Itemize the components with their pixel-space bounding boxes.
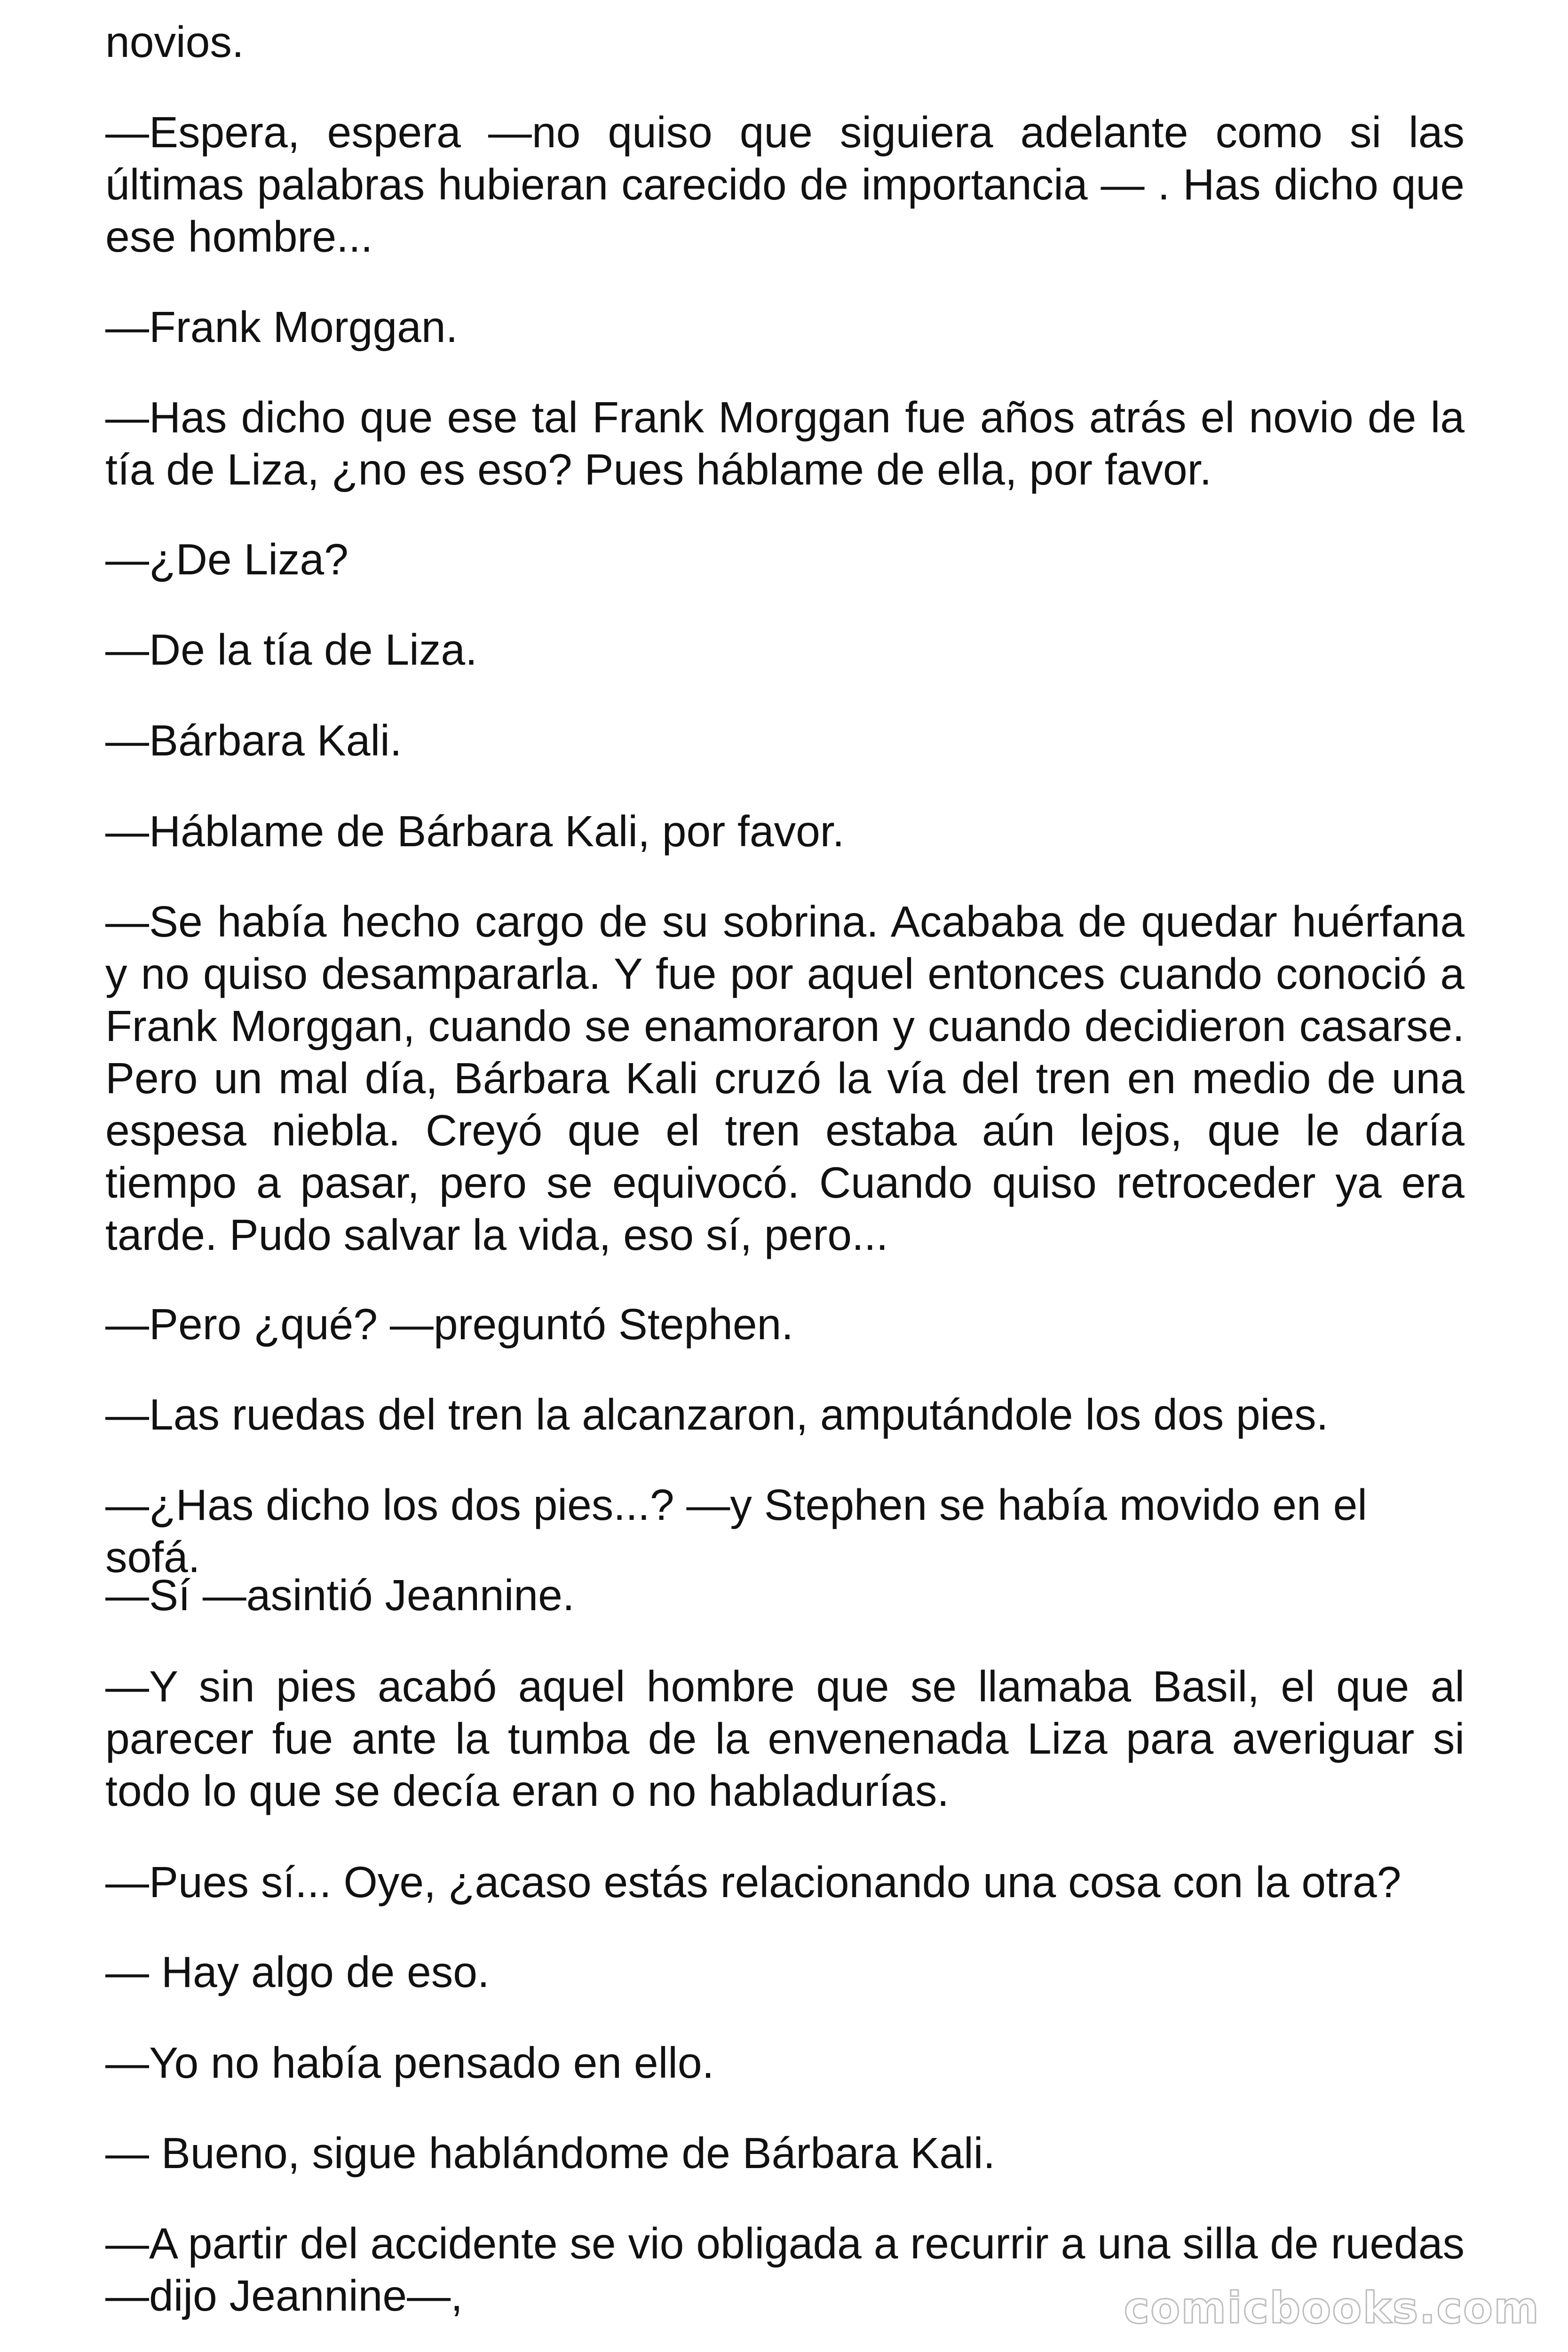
paragraph: —Frank Morggan. (105, 302, 458, 351)
paragraph: —A partir del accidente se vio obligada a recurrir a una silla de ruedas —dijo Jeannine—, (105, 2219, 1465, 2320)
paragraph: —Y sin pies acabó aquel hombre que se llamaba Basil, el que al parecer fue ante la tumba de la envenenada Liza para averiguar si todo lo que se decía eran o no habladurías. (105, 1662, 1465, 1815)
paragraph: —¿Has dicho los dos pies...? —y Stephen se había movido en el sofá. (105, 1480, 1367, 1581)
paragraph: — Hay algo de eso. (105, 1947, 490, 1996)
paragraph: novios. (105, 17, 244, 66)
paragraph: — Bueno, sigue hablándome de Bárbara Kali. (105, 2129, 996, 2177)
paragraph: —Las ruedas del tren la alcanzaron, amputándole los dos pies. (105, 1390, 1329, 1439)
paragraph: —Pero ¿qué? —preguntó Stephen. (105, 1300, 794, 1349)
paragraph: —Háblame de Bárbara Kali, por favor. (105, 807, 845, 856)
watermark-logo: comicbooks.com (1124, 2283, 1540, 2333)
paragraph: —Yo no había pensado en ello. (105, 2038, 714, 2087)
book-page (105, 0, 1465, 2352)
paragraph: —Espera, espera —no quiso que siguiera adelante como si las últimas palabras hubieran carecido de importancia — . Has dicho que ese hombre... (105, 108, 1465, 261)
paragraph: —Has dicho que ese tal Frank Morggan fue años atrás el novio de la tía de Liza, ¿no es eso? Pues háblame de ella, por favor. (105, 393, 1465, 494)
paragraph: —De la tía de Liza. (105, 625, 477, 674)
paragraph: —Sí —asintió Jeannine. (105, 1571, 575, 1620)
paragraph: —Pues sí... Oye, ¿acaso estás relacionando una cosa con la otra? (105, 1858, 1402, 1907)
paragraph: —Bárbara Kali. (105, 716, 402, 765)
paragraph: —Se había hecho cargo de su sobrina. Acababa de quedar huérfana y no quiso desampararla. Y fue por aquel entonces cuando conoció a Frank Morggan, cuando se enamoraron y cuando decidieron casarse. Pero un mal día, Bárbara Kali cruzó la vía del tren en medio de una espesa niebla. Creyó que el tren estaba aún lejos, que le daría tiempo a pasar, pero se equivocó. Cuando quiso retroceder ya era tarde. Pudo salvar la vida, eso sí, pero... (105, 897, 1465, 1259)
paragraph: —¿De Liza? (105, 535, 348, 584)
